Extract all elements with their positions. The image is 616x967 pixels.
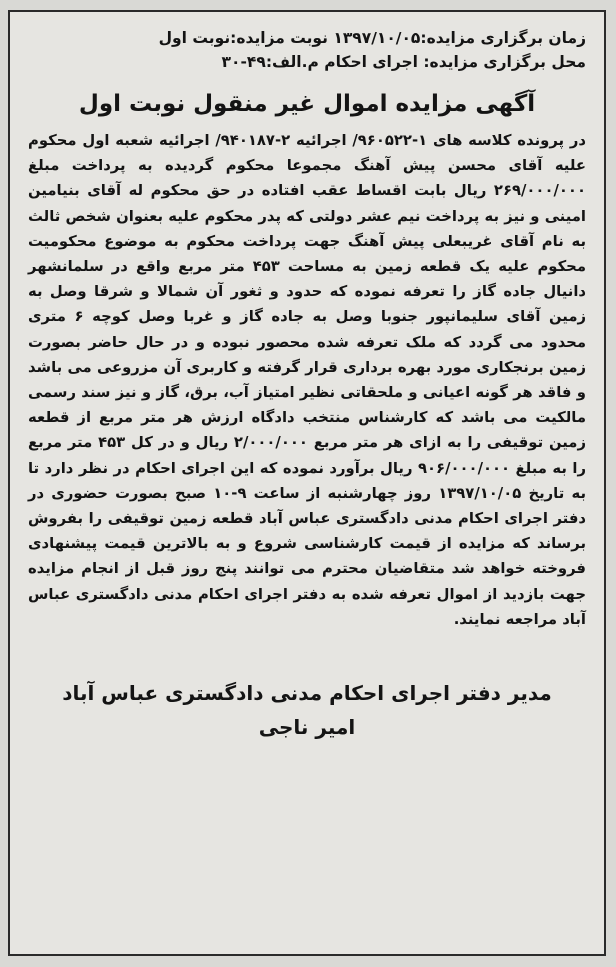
auction-meta	[28, 26, 586, 74]
auction-date-line: زمان برگزاری مزایده:۱۳۹۷/۱۰/۰۵ نوبت مزایده:نوبت اول	[158, 29, 586, 47]
signatory-name: امیر ناجی	[258, 715, 356, 740]
notice-title: آگهی مزایده اموال غیر منقول نوبت اول	[78, 91, 536, 117]
signature-block	[28, 676, 586, 744]
signatory-office: مدیر دفتر اجرای احکام مدنی دادگستری عباس آباد	[62, 681, 552, 706]
auction-notice	[8, 10, 606, 956]
notice-body: در پرونده کلاسه های ۱-۹۶۰۵۲۲/ اجرائیه ۲-۹۴۰۱۸۷/ اجرائیه شعبه اول محکوم علیه آقای محسن پیش آهنگ مجموعا محکوم گردیده به پرداخت مبلغ ۲۶۹/۰۰۰/۰۰۰ ریال بابت اقساط عقب افتاده در حق محکوم له آقای بنیامین امینی و نیز به پرداخت نیم عشر دولتی که پدر محکوم علیه بعنوان شخص ثالث به نام آقای غریبعلی پیش آهنگ جهت پرداخت محکوم به موضوع محکومیت محکوم علیه یک قطعه زمین به مساحت ۴۵۳ متر مربع واقع در سلمانشهر دانیال جاده گاز را تعرفه نموده که حدود و ثغور آن شمالا و شرقا وصل به زمین آقای سلیمانپور جنوبا وصل به جاده گاز و غربا وصل کوچه ۶ متری محدود می گردد که ملک تعرفه شده محصور نبوده و در حال حاضر بصورت زمین برنجکاری مورد بهره برداری قرار گرفته و کاربری آن مزروعی می باشد و فاقد هر گونه اعیانی و ملحقاتی نظیر امتیاز آب، برق، گاز و نیز سند رسمی مالکیت می باشد که کارشناس منتخب دادگاه ارزش هر متر مربع از قطعه زمین توقیفی را به ازای هر متر مربع ۲/۰۰۰/۰۰۰ ریال و در کل ۴۵۳ متر مربع را به مبلغ ۹۰۶/۰۰۰/۰۰۰ ریال برآورد نموده که این اجرای احکام در نظر دارد تا به تاریخ ۱۳۹۷/۱۰/۰۵ روز چهارشنبه از ساعت ۹-۱۰ صبح بصورت حضوری در دفتر اجرای احکام مدنی دادگستری عباس آباد قطعه زمین توقیفی را بفروش برساند که مزایده از قیمت کارشناسی شروع و به بالاترین قیمت پیشنهادی فروخته خواهد شد متقاضیان محترم می توانند پنج روز قبل از انجام مزایده جهت بازدید از اموال تعرفه شده به دفتر اجرای احکام مدنی دادگستری عباس آباد مراجعه نمایند.	[28, 132, 587, 628]
auction-place-line: محل برگزاری مزایده: اجرای احکام م.الف:۴۹-۳۰	[221, 53, 586, 71]
